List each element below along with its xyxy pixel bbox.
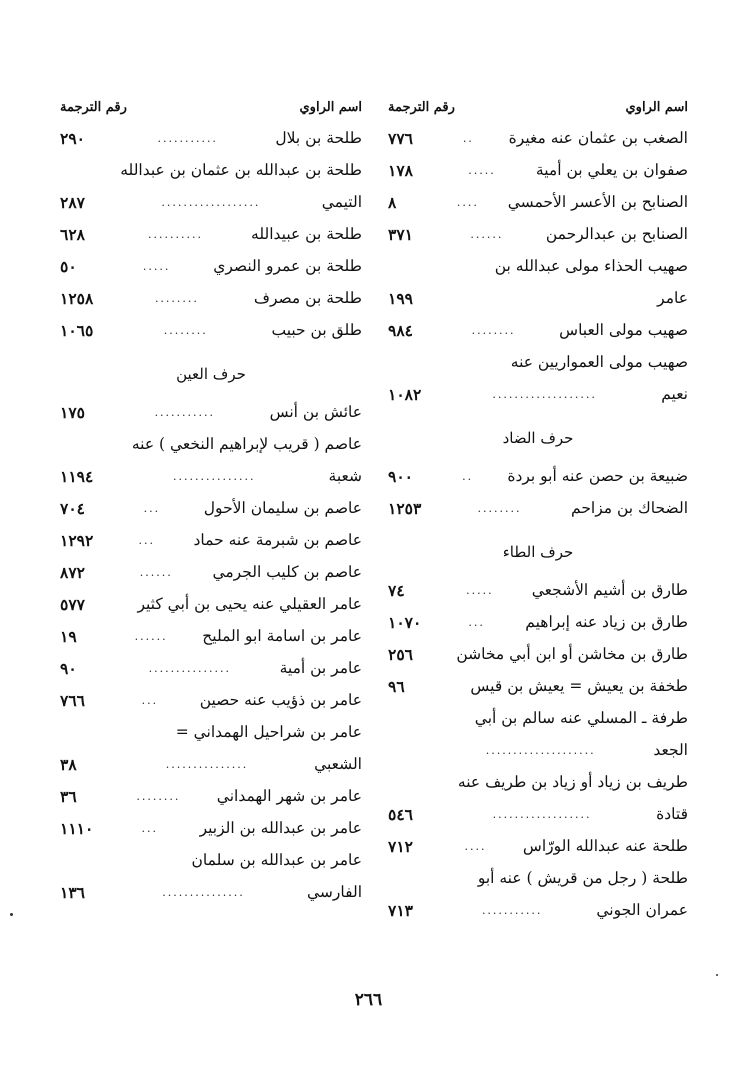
leader-dots: .................... <box>485 743 596 757</box>
narrator-name: الصغب بن عثمان عنه مغيرة <box>508 129 688 147</box>
list-item <box>388 606 688 638</box>
entry-number: ١٠٧٠ <box>388 612 422 632</box>
entry-number: ١٢٩٢ <box>60 530 94 550</box>
entry-number: ١٩٩ <box>388 288 413 308</box>
leader-dots: .................. <box>492 807 592 821</box>
entry-number: ٣٦ <box>60 786 77 806</box>
leader-dots: ............... <box>162 885 245 899</box>
leader-dots: ............... <box>148 661 232 675</box>
entry-number: ٨٧٢ <box>60 562 85 582</box>
list-item <box>388 154 688 186</box>
leader-dots: ........ <box>136 789 181 803</box>
leader-dots: ........ <box>163 323 208 337</box>
leader-dots: .. <box>462 131 474 145</box>
narrator-name: الفارسي <box>307 883 362 901</box>
entry-number: ٧٤ <box>388 580 405 600</box>
list-item <box>60 154 362 186</box>
leader-dots: .. <box>462 469 474 483</box>
list-item <box>388 734 688 766</box>
list-item <box>60 314 362 346</box>
entry-number: ٢٩٠ <box>60 128 85 148</box>
entry-number: ١٧٥ <box>60 402 85 422</box>
leader-dots: ...... <box>139 565 173 579</box>
leader-dots: .......... <box>148 227 203 241</box>
narrator-name: طارق بن أشيم الأشجعي <box>531 581 688 599</box>
right-column <box>388 92 688 926</box>
list-item <box>388 346 688 378</box>
list-item <box>388 798 688 830</box>
narrator-name: طلحة عنه عبدالله الورّاس <box>522 837 688 855</box>
narrator-name: عامر بن ذؤيب عنه حصين <box>199 691 362 709</box>
entry-number: ٣٨ <box>60 754 77 774</box>
list-item <box>388 766 688 798</box>
leader-dots: ........... <box>157 131 218 145</box>
list-item <box>60 588 362 620</box>
entry-number: ١٢٥٨ <box>60 288 94 308</box>
leader-dots: .... <box>456 195 479 209</box>
entry-number: ٩٦ <box>388 676 405 696</box>
entry-number: ١١٩٤ <box>60 466 94 486</box>
leader-dots: .................. <box>161 195 261 209</box>
entry-number: ٧٧٦ <box>388 128 413 148</box>
list-item <box>388 186 688 218</box>
leader-dots: ..... <box>142 259 171 273</box>
section-heading: حرف الضاد <box>502 429 574 447</box>
leader-dots: ...... <box>470 227 504 241</box>
narrator-name: طلق بن حبيب <box>271 321 362 339</box>
leader-dots: ... <box>141 821 159 835</box>
narrator-name: شعبة <box>328 467 362 485</box>
entry-number: ١١١٠ <box>60 818 94 838</box>
page-number: ٢٦٦ <box>354 990 383 1010</box>
narrator-name: عامر بن شهر الهمداني <box>216 787 362 805</box>
narrator-name: طلحة بن عمرو النصري <box>213 257 362 275</box>
narrator-name: طريف بن زياد أو زياد بن طريف عنه <box>457 773 688 791</box>
list-item <box>388 282 688 314</box>
narrator-name: عامر العقيلي عنه يحيى بن أبي كثير <box>137 595 362 613</box>
narrator-name: طلحة ( رجل من قريش ) عنه أبو <box>477 869 688 887</box>
list-item <box>388 574 688 606</box>
leader-dots: ........ <box>471 323 516 337</box>
leader-dots: ........ <box>154 291 199 305</box>
list-item <box>388 862 688 894</box>
header-name: اسم الراوي <box>625 99 688 115</box>
narrator-name: طارق بن مخاشن أو ابن أبي مخاشن <box>456 645 688 663</box>
narrator-name: طلحة بن مصرف <box>253 289 362 307</box>
scan-speck <box>716 974 718 976</box>
leader-dots: .... <box>464 839 487 853</box>
narrator-name: قتادة <box>656 805 688 823</box>
leader-dots: ... <box>138 533 155 547</box>
entry-list <box>60 122 362 908</box>
entry-number: ٩٠ <box>60 658 77 678</box>
narrator-name: عاصم بن كليب الجرمي <box>212 563 362 581</box>
entry-number: ١٢٥٣ <box>388 498 422 518</box>
leader-dots: ...... <box>134 629 168 643</box>
narrator-name: الشعبي <box>314 755 362 773</box>
list-item <box>388 638 688 670</box>
entry-list <box>388 122 688 926</box>
narrator-name: الجعد <box>653 741 688 759</box>
narrator-name: طرفة ـ المسلي عنه سالم بن أبي <box>474 709 688 727</box>
list-item <box>60 844 362 876</box>
entry-number: ١٣٦ <box>60 882 85 902</box>
list-item <box>60 716 362 748</box>
narrator-name: عامر بن أمية <box>279 659 362 677</box>
entry-number: ٢٥٦ <box>388 644 413 664</box>
narrator-name: عائش بن أنس <box>269 403 362 421</box>
list-item <box>388 830 688 862</box>
list-item <box>388 702 688 734</box>
entry-number: ٥٠ <box>60 256 77 276</box>
narrator-name: صهيب الحذاء مولى عبدالله بن <box>494 257 688 275</box>
list-item <box>60 748 362 780</box>
leader-dots: ..... <box>466 583 494 597</box>
narrator-name: عمران الجوني <box>596 901 688 919</box>
list-item <box>60 556 362 588</box>
list-item <box>60 282 362 314</box>
leader-dots: ............... <box>173 469 256 483</box>
entry-number: ٧١٣ <box>388 900 413 920</box>
entry-number: ٩٨٤ <box>388 320 413 340</box>
entry-number: ١٠٨٢ <box>388 384 422 404</box>
narrator-name: صهيب مولى العباس <box>559 321 688 339</box>
list-item <box>60 684 362 716</box>
narrator-name: طلحة بن بلال <box>275 129 362 147</box>
narrator-name: عامر بن شراحيل الهمداني = <box>175 723 362 741</box>
narrator-name: صفوان بن يعلي بن أمية <box>535 161 688 179</box>
section-heading: حرف الطاء <box>502 543 574 561</box>
list-item <box>60 396 362 428</box>
column-header <box>60 92 362 122</box>
narrator-name: طلحة بن عبيدالله <box>251 225 362 243</box>
leader-dots: ... <box>143 501 161 515</box>
list-item <box>60 780 362 812</box>
list-item <box>60 186 362 218</box>
entry-number: ٥٧٧ <box>60 594 85 614</box>
leader-dots: ........ <box>477 501 522 515</box>
narrator-name: الصنابح بن الأعسر الأحمسي <box>507 193 688 211</box>
entry-number: ٢٨٧ <box>60 192 85 212</box>
entry-number: ٦٢٨ <box>60 224 85 244</box>
narrator-name: طخفة بن يعيش = يعيش بن قيس <box>470 677 688 695</box>
list-item <box>388 218 688 250</box>
list-item <box>60 524 362 556</box>
scan-speck <box>10 913 13 916</box>
header-number: رقم الترجمة <box>60 99 127 115</box>
narrator-name: عامر بن عبدالله بن الزبير <box>199 819 362 837</box>
entry-number: ٧٠٤ <box>60 498 85 518</box>
list-item <box>60 812 362 844</box>
list-item <box>388 894 688 926</box>
entry-number: ٩٠٠ <box>388 466 413 486</box>
section-heading: حرف العين <box>176 365 246 383</box>
entry-number: ١٩ <box>60 626 77 646</box>
header-number: رقم الترجمة <box>388 99 455 115</box>
column-header <box>388 92 688 122</box>
narrator-name: عامر بن اسامة ابو المليح <box>202 627 362 645</box>
leader-dots: ............... <box>165 757 249 771</box>
narrator-name: الضحاك بن مزاحم <box>571 499 688 517</box>
narrator-name: طلحة بن عبدالله بن عثمان بن عبدالله <box>120 161 362 179</box>
narrator-name: عاصم بن شبرمة عنه حماد <box>193 531 362 549</box>
list-item <box>388 122 688 154</box>
list-item <box>388 492 688 524</box>
entry-number: ٨ <box>388 192 397 212</box>
narrator-name: عامر <box>657 289 688 307</box>
entry-number: ١٠٦٥ <box>60 320 94 340</box>
entry-number: ٥٤٦ <box>388 804 413 824</box>
narrator-name: عاصم بن سليمان الأحول <box>203 499 362 517</box>
entry-number: ٣٧١ <box>388 224 413 244</box>
narrator-name: عاصم ( قريب لإبراهيم النخعي ) عنه <box>131 435 362 453</box>
narrator-name: طارق بن زياد عنه إبراهيم <box>525 613 688 631</box>
list-item <box>60 876 362 908</box>
list-item <box>60 620 362 652</box>
list-item <box>60 122 362 154</box>
leader-dots: ................... <box>492 387 597 401</box>
list-item <box>388 250 688 282</box>
narrator-name: الصنابح بن عبدالرحمن <box>545 225 688 243</box>
list-item <box>60 250 362 282</box>
leader-dots: ... <box>468 615 485 629</box>
entry-number: ٧٦٦ <box>60 690 85 710</box>
narrator-name: صهيب مولى العمواريين عنه <box>510 353 688 371</box>
narrator-name: عامر بن عبدالله بن سلمان <box>191 851 362 869</box>
narrator-name: ضبيعة بن حصن عنه أبو بردة <box>507 467 688 485</box>
list-item <box>60 460 362 492</box>
list-item <box>60 652 362 684</box>
narrator-name: التيمي <box>321 193 362 211</box>
left-column <box>60 92 362 908</box>
leader-dots: ... <box>141 693 159 707</box>
header-name: اسم الراوي <box>299 99 362 115</box>
list-item <box>388 670 688 702</box>
list-item <box>388 378 688 410</box>
list-item <box>60 218 362 250</box>
leader-dots: ..... <box>468 163 496 177</box>
entry-number: ٧١٢ <box>388 836 413 856</box>
narrator-name: نعيم <box>661 385 688 403</box>
leader-dots: ........... <box>481 903 543 917</box>
list-item <box>388 314 688 346</box>
list-item <box>60 492 362 524</box>
entry-number: ١٧٨ <box>388 160 413 180</box>
list-item <box>60 428 362 460</box>
list-item <box>388 460 688 492</box>
leader-dots: ........... <box>154 405 216 419</box>
